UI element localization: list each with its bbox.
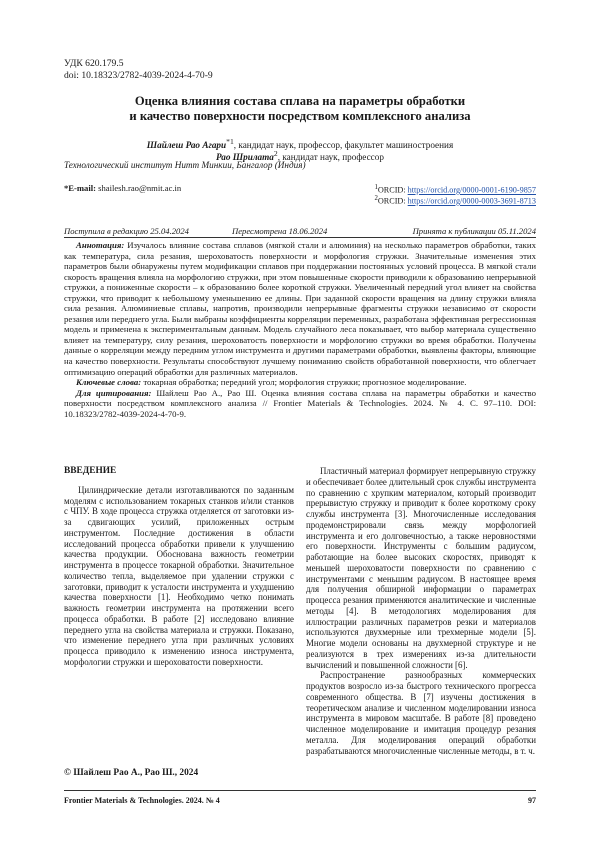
udk: УДК 620.179.5 bbox=[64, 58, 124, 69]
citation-label: Для цитирования: bbox=[76, 387, 152, 398]
abstract bbox=[64, 240, 536, 377]
orcid-2-label: ORCID: bbox=[377, 196, 408, 206]
author-2-info: , кандидат наук, профессор bbox=[277, 152, 384, 163]
abstract-block bbox=[64, 240, 536, 419]
orcid-1-sup: 1 bbox=[374, 184, 378, 191]
intro-paragraph-1: Цилиндрические детали изготавливаются по заданным моделям с использованием токарных станков и/или станков с ЧПУ. В ходе процесса стружка отделяется от заготовки из-за сдвигающих усилий, приложенных острым инструментом. Последние достижения в области исследований процесса обработки привели к улучшению качества продукции. Обоснована важность геометрии инструмента в процессе токарной обработки. Значительное количество тепла, выделяемое при удалении стружки с заготовки, приводит к усталости инструмента и ухудшению качества поверхности [1]. Необходимо четко понимать важность геометрии инструмента на протяжении всего процесса обработки. В работе [2] исследовано влияние переднего угла на свойства материала и стружки. Показано, что изменение переднего угла при различных условиях процесса приводило к изменению износа инструмента, морфологии стружки и шероховатости поверхности. bbox=[64, 484, 294, 667]
email-label: *E-mail: bbox=[64, 183, 96, 193]
intro-paragraph-3: Распространение разнообразных коммерческих продуктов возросло из-за быстрого технического прогресса современного общества. В [7] изучены достижения в теоретическом анализе и численном моделировании износа инструмента в мировом масштабе. В работе [8] проведено численное моделирование и имитация процедур резания металла. Для моделирования операций обработки разрабатываются многочисленные численные методы, в т. ч. bbox=[306, 670, 536, 756]
abstract-text: Изучалось влияние состава сплавов (мягкой стали и алюминия) на несколько параметров обработки, таких как температура, сила резания, шероховатость поверхности и морфология стружки. Значительные изменения этих параметров были обнаружены путем модификации сплавов при поддержании постоянных условий процесса. В мягкой стали скорость вращения влияла на морфологию стружки, при этом повышенные скорости приводили к образованию непрерывной стружки, а пониженные скорости – к образованию более короткой стружки. Увеличенный передний угол влияет на свойства стружки, что приводит к небольшому уменьшению ее длины. При заданной скорости вращения на длину стружки влияла сила резания. Алюминиевые сплавы, напротив, производили непрерывные фрагменты стружки независимо от скорости резания или переднего угла. Были выбраны коэффициенты корреляции переменных, разработана эффективная регрессионная модель и применена к экспериментальным данным. Модель случайного леса показывает, что выбор материала существенно влияет на температуру, силу резания, шероховатость поверхности и морфологию стружки во время обработки. Получены данные о корреляции между передним углом инструмента и другими параметрами обработки, выявлены факторы, влияющие на качество поверхности. Результаты способствуют лучшему пониманию свойств обработанной поверхности, что облегчает оптимизацию операций обработки для различных материалов. bbox=[64, 240, 536, 377]
footer-journal: Frontier Materials & Technologies. 2024. № 4 bbox=[64, 796, 220, 805]
email-line bbox=[64, 183, 181, 193]
paper-title bbox=[60, 94, 540, 124]
abstract-label: Аннотация: bbox=[76, 240, 125, 250]
author-2-sup: 2 bbox=[273, 149, 278, 158]
divider-top bbox=[64, 237, 536, 238]
orcid-1-link[interactable]: https://orcid.org/0000-0001-6190-9857 bbox=[407, 185, 536, 195]
doi: doi: 10.18323/2782-4039-2024-4-70-9 bbox=[64, 70, 213, 81]
keywords-text: токарная обработка; передний угол; морфология стружки; прогнозное моделирование. bbox=[141, 377, 467, 388]
institution: Технологический институт Нитт Минкии, Бангалор (Индия) bbox=[64, 160, 306, 170]
author-1-name: Шайлеш Рао Агари bbox=[146, 140, 227, 151]
orcid-2 bbox=[374, 194, 536, 207]
column-right bbox=[306, 466, 536, 756]
divider-bottom bbox=[64, 790, 536, 791]
author-1-sup: *1 bbox=[226, 137, 234, 146]
citation bbox=[64, 388, 536, 420]
date-accepted: Принята к публикации 05.11.2024 bbox=[412, 226, 536, 236]
intro-heading: ВВЕДЕНИЕ bbox=[64, 466, 117, 476]
keywords-label: Ключевые слова: bbox=[76, 377, 142, 388]
author-2-name: Рао Шрилата bbox=[216, 152, 274, 163]
date-revised: Пересмотрена 18.06.2024 bbox=[232, 226, 328, 236]
intro-paragraph-2: Пластичный материал формирует непрерывную стружку и обеспечивает более длительный срок службы инструмента по сравнению с хрупким материалом, который производит прерывистую стружку и приводит к более короткому сроку службы инструмента [3]. Многочисленные исследования продемонстрировали связь между морфологией инструмента и его долговечностью, а также неровностями его поверхности. Инструменты с большим радиусом, работающие на более высоких скоростях, приводят к меньшей шероховатости поверхности по сравнению с инструментами с меньшим радиусом. В настоящее время для получения обширной информации о параметрах процесса резания применяются аналитические и численные методы [4]. В методологиях моделирования для иллюстрации различных параметров резки и материалов используются двухмерные или трехмерные модели [5]. Многие модели основаны на двухмерной структуре и не реализуются в трех измерениях из-за длительности вычислений и повышенной сложности [6]. bbox=[306, 466, 536, 670]
copyright: © Шайлеш Рао А., Рао Ш., 2024 bbox=[64, 768, 199, 778]
orcid-2-sup: 2 bbox=[374, 195, 378, 202]
orcid-1-label: ORCID: bbox=[377, 185, 408, 195]
date-received: Поступила в редакцию 25.04.2024 bbox=[64, 226, 189, 236]
orcid-2-link[interactable]: https://orcid.org/0000-0003-3691-8713 bbox=[407, 196, 536, 206]
title-line-1: Оценка влияния состава сплава на параметры обработки bbox=[134, 94, 466, 108]
author-1-info: , кандидат наук, профессор, факультет машиностроения bbox=[233, 140, 454, 151]
email-value[interactable]: shailesh.rao@nmit.ac.in bbox=[98, 183, 182, 193]
title-line-2: и качество поверхности посредством комплексного анализа bbox=[129, 109, 471, 123]
column-left bbox=[64, 466, 294, 668]
citation-text: Шайлеш Рао А., Рао Ш. Оценка влияния состава сплава на параметры обработки и качество поверхности посредством комплексного анализа // Frontier Materials & Technologies. 2024. № 4. С. 97–110. DOI: 10.18323/2782-4039-2024-4-70-9. bbox=[64, 387, 536, 419]
keywords bbox=[64, 377, 536, 388]
page-number: 97 bbox=[528, 796, 536, 805]
